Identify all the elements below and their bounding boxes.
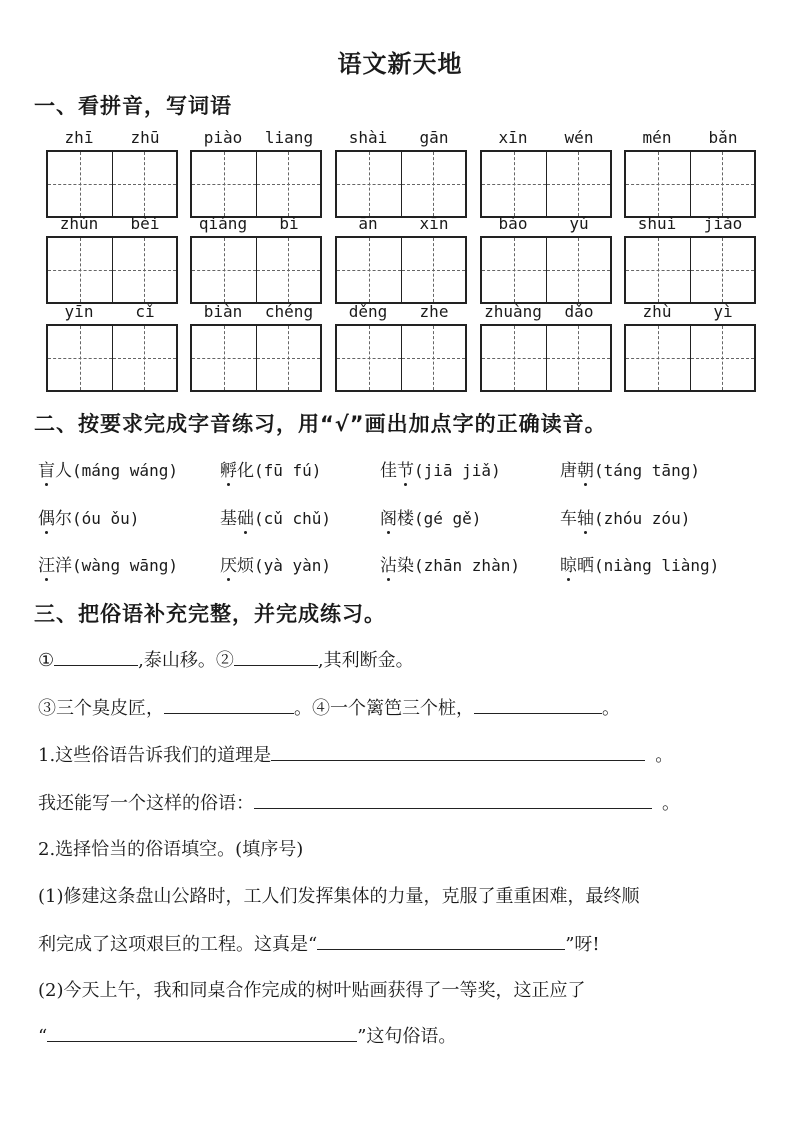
question-1-blank[interactable]: [271, 742, 645, 761]
pinyin-label: zhū: [130, 128, 160, 147]
word-plain-char: 染: [397, 556, 414, 576]
pinyin-options[interactable]: (wàng wāng): [72, 556, 178, 575]
word-cell-group: [46, 212, 178, 304]
proverb-4-text: 。④一个篱笆三个桩，: [294, 698, 474, 719]
pinyin-options[interactable]: (máng wáng): [72, 461, 178, 480]
pinyin-row: [480, 126, 612, 150]
pronunciation-item: [220, 551, 331, 576]
pinyin-row: [480, 300, 612, 324]
pronunciation-item: [380, 456, 501, 481]
pinyin-row: [480, 212, 612, 236]
proverb-4-blank[interactable]: [474, 695, 602, 714]
question-2-1-line-1: (1)修建这条盘山公路时，工人们发挥集体的力量，克服了重重困难，最终顺: [38, 886, 640, 907]
writing-box[interactable]: [48, 238, 112, 302]
pinyin-options[interactable]: (niàng liàng): [594, 556, 720, 575]
item-word: [220, 556, 254, 576]
word-cell-group: [480, 126, 612, 218]
pronunciation-item: [220, 456, 321, 481]
proverb-1-blank[interactable]: [54, 647, 138, 666]
question-2-2-blank[interactable]: [47, 1023, 357, 1042]
writing-box[interactable]: [626, 238, 690, 302]
writing-box[interactable]: [112, 152, 177, 216]
word-cell-group: [335, 126, 467, 218]
word-plain-char: 人: [55, 461, 72, 481]
pinyin-row: [624, 300, 756, 324]
writing-box[interactable]: [546, 238, 611, 302]
question-2-1-blank[interactable]: [317, 931, 565, 950]
pinyin-label: wén: [564, 128, 594, 147]
dotted-char: 偶: [38, 504, 55, 529]
writing-box[interactable]: [192, 326, 256, 390]
pinyin-label: mén: [642, 128, 672, 147]
writing-box[interactable]: [546, 152, 611, 216]
pinyin-label: zhe: [419, 302, 449, 321]
writing-box[interactable]: [401, 238, 466, 302]
pinyin-row: [46, 126, 178, 150]
pinyin-label: bǎn: [708, 128, 738, 147]
pinyin-row: [190, 212, 322, 236]
pronunciation-item: [380, 551, 520, 576]
pinyin-options[interactable]: (zhóu zóu): [594, 509, 691, 528]
pronunciation-item: [220, 504, 331, 529]
word-plain-char: 烦: [237, 556, 254, 576]
pinyin-options[interactable]: (zhān zhàn): [414, 556, 520, 575]
writing-box[interactable]: [256, 152, 321, 216]
proverb-line-2: [38, 694, 620, 720]
pinyin-label: xīn: [419, 214, 449, 233]
writing-box[interactable]: [401, 326, 466, 390]
question-2-1-line-2: [38, 930, 600, 956]
pinyin-row: [624, 126, 756, 150]
proverb-1-num: ①: [38, 650, 55, 671]
pinyin-label: cǐ: [135, 302, 155, 321]
proverb-2-blank[interactable]: [234, 647, 318, 666]
item-word: [560, 509, 594, 529]
dotted-char: 晾: [560, 551, 577, 576]
pinyin-options[interactable]: (yà yàn): [254, 556, 332, 575]
writing-boxes: [480, 236, 612, 304]
word-plain-char: 唐: [560, 461, 577, 481]
pinyin-label: yīn: [64, 302, 94, 321]
writing-box[interactable]: [48, 152, 112, 216]
dotted-char: 沾: [380, 551, 397, 576]
pinyin-label: bèi: [130, 214, 160, 233]
word-cell-group: [624, 126, 756, 218]
pronunciation-item: [38, 551, 178, 576]
writing-box[interactable]: [337, 238, 401, 302]
dotted-char: 础: [237, 504, 254, 529]
pronunciation-item: [560, 456, 700, 481]
section3-heading: 三、把俗语补充完整，并完成练习。: [34, 602, 386, 626]
writing-boxes: [480, 324, 612, 392]
word-plain-char: 化: [237, 461, 254, 481]
word-plain-char: 基: [220, 509, 237, 529]
pinyin-label: yǔ: [569, 214, 589, 233]
pinyin-label: liang: [264, 128, 314, 147]
word-plain-char: 尔: [55, 509, 72, 529]
writing-boxes: [46, 150, 178, 218]
pinyin-writing-grid: [40, 126, 770, 396]
writing-box[interactable]: [626, 152, 690, 216]
writing-box[interactable]: [690, 152, 755, 216]
question-2-1-end: ”呀!: [565, 934, 600, 955]
question-1-end: 。: [655, 745, 674, 766]
proverb-3-text: ③三个臭皮匠，: [38, 698, 164, 719]
writing-box[interactable]: [192, 152, 256, 216]
writing-box[interactable]: [256, 238, 321, 302]
pinyin-label: děng: [348, 302, 388, 321]
pinyin-row: [335, 212, 467, 236]
writing-boxes: [190, 324, 322, 392]
writing-box[interactable]: [48, 326, 112, 390]
pinyin-options[interactable]: (jiā jiǎ): [414, 461, 501, 480]
dotted-char: 汪: [38, 551, 55, 576]
word-cell-group: [190, 126, 322, 218]
dotted-char: 节: [397, 456, 414, 481]
word-cell-group: [624, 212, 756, 304]
writing-boxes: [624, 150, 756, 218]
pinyin-options[interactable]: (fū fú): [254, 461, 322, 480]
question-2: 2.选择恰当的俗语填空。(填序号): [38, 839, 304, 860]
pronunciation-item: [560, 551, 719, 576]
dotted-char: 厌: [220, 551, 237, 576]
word-cell-group: [335, 212, 467, 304]
pinyin-label: zhuàng: [484, 302, 542, 321]
item-word: [380, 461, 414, 481]
writing-box[interactable]: [690, 238, 755, 302]
writing-box[interactable]: [690, 326, 755, 390]
item-word: [560, 461, 594, 481]
pinyin-label: biàn: [203, 302, 243, 321]
pinyin-options[interactable]: (gé gě): [414, 509, 482, 528]
proverb-2-text: ,其利断金。: [317, 650, 414, 671]
pinyin-label: dǎo: [564, 302, 594, 321]
question-1-extra-end: 。: [662, 793, 680, 814]
item-word: [220, 461, 254, 481]
pinyin-label: zhī: [64, 128, 94, 147]
question-1: [38, 741, 673, 767]
word-cell-group: [480, 212, 612, 304]
pinyin-label: shài: [348, 128, 388, 147]
section1-heading: 一、看拼音，写词语: [34, 94, 232, 118]
proverb-1-text: ,泰山移。②: [138, 650, 234, 671]
pinyin-row: [335, 300, 467, 324]
item-word: [560, 556, 594, 576]
word-plain-char: 晒: [577, 556, 594, 576]
writing-box[interactable]: [626, 326, 690, 390]
proverb-line-1: [38, 646, 414, 672]
pinyin-label: shuì: [637, 214, 677, 233]
section2-heading: 二、按要求完成字音练习，用“√”画出加点字的正确读音。: [34, 412, 607, 436]
item-word: [38, 556, 72, 576]
item-word: [38, 509, 72, 529]
writing-box[interactable]: [192, 238, 256, 302]
question-1-extra-text: 我还能写一个这样的俗语：: [38, 793, 254, 814]
word-plain-char: 车: [560, 509, 577, 529]
writing-box[interactable]: [112, 326, 177, 390]
pronunciation-item: [560, 504, 690, 529]
word-cell-group: [624, 300, 756, 392]
question-2-2-line-1: (2)今天上午，我和同桌合作完成的树叶贴画获得了一等奖，这正应了: [38, 980, 586, 1001]
pinyin-label: bào: [498, 214, 528, 233]
word-plain-char: 楼: [397, 509, 414, 529]
pinyin-label: qiáng: [198, 214, 248, 233]
writing-boxes: [46, 236, 178, 304]
question-1-extra: [38, 789, 680, 815]
question-2-2-end: ”这句俗语。: [357, 1026, 457, 1047]
pinyin-row: [624, 212, 756, 236]
word-cell-group: [335, 300, 467, 392]
word-cell-group: [480, 300, 612, 392]
word-cell-group: [190, 212, 322, 304]
dotted-char: 孵: [220, 456, 237, 481]
pinyin-label: piào: [203, 128, 243, 147]
pinyin-label: zhù: [642, 302, 672, 321]
item-word: [38, 461, 72, 481]
writing-box[interactable]: [482, 152, 546, 216]
pinyin-row: [46, 212, 178, 236]
pinyin-label: gān: [419, 128, 449, 147]
dotted-char: 轴: [577, 504, 594, 529]
word-cell-group: [46, 300, 178, 392]
pronunciation-item: [38, 456, 178, 481]
pinyin-options[interactable]: (óu ǒu): [72, 509, 140, 528]
writing-boxes: [46, 324, 178, 392]
writing-boxes: [335, 150, 467, 218]
writing-box[interactable]: [482, 326, 546, 390]
dotted-char: 盲: [38, 456, 55, 481]
word-plain-char: 洋: [55, 556, 72, 576]
writing-boxes: [190, 150, 322, 218]
writing-boxes: [335, 324, 467, 392]
pinyin-row: [190, 300, 322, 324]
writing-box[interactable]: [256, 326, 321, 390]
question-2-2-open: “: [38, 1026, 48, 1047]
question-2-1-text: 利完成了这项艰巨的工程。这真是“: [38, 934, 318, 955]
writing-box[interactable]: [112, 238, 177, 302]
word-cell-group: [190, 300, 322, 392]
writing-boxes: [335, 236, 467, 304]
proverb-4-end: 。: [602, 698, 620, 719]
pinyin-row: [46, 300, 178, 324]
item-word: [380, 509, 414, 529]
pronunciation-item: [38, 504, 139, 529]
pinyin-options[interactable]: (cǔ chǔ): [254, 509, 332, 528]
question-2-2-line-2: [38, 1022, 456, 1048]
pinyin-row: [190, 126, 322, 150]
item-word: [220, 509, 254, 529]
pinyin-options[interactable]: (táng tāng): [594, 461, 700, 480]
pinyin-label: xīn: [498, 128, 528, 147]
writing-box[interactable]: [337, 326, 401, 390]
writing-box[interactable]: [482, 238, 546, 302]
pinyin-label: bì: [279, 214, 299, 233]
page-title: 语文新天地: [337, 50, 463, 78]
pinyin-label: yì: [713, 302, 733, 321]
writing-boxes: [480, 150, 612, 218]
proverb-3-blank[interactable]: [164, 695, 294, 714]
writing-boxes: [190, 236, 322, 304]
writing-boxes: [624, 324, 756, 392]
writing-box[interactable]: [546, 326, 611, 390]
pinyin-label: ān: [358, 214, 378, 233]
writing-box[interactable]: [337, 152, 401, 216]
dotted-char: 阁: [380, 504, 397, 529]
pronunciation-item: [380, 504, 481, 529]
writing-box[interactable]: [401, 152, 466, 216]
pinyin-label: chéng: [264, 302, 314, 321]
pinyin-row: [335, 126, 467, 150]
pinyin-label: zhǔn: [59, 214, 99, 233]
item-word: [380, 556, 414, 576]
question-1-extra-blank[interactable]: [254, 790, 652, 809]
dotted-char: 朝: [577, 456, 594, 481]
word-plain-char: 佳: [380, 461, 397, 481]
word-cell-group: [46, 126, 178, 218]
question-1-text: 1.这些俗语告诉我们的道理是: [38, 745, 272, 766]
pinyin-label: jiào: [703, 214, 743, 233]
writing-boxes: [624, 236, 756, 304]
